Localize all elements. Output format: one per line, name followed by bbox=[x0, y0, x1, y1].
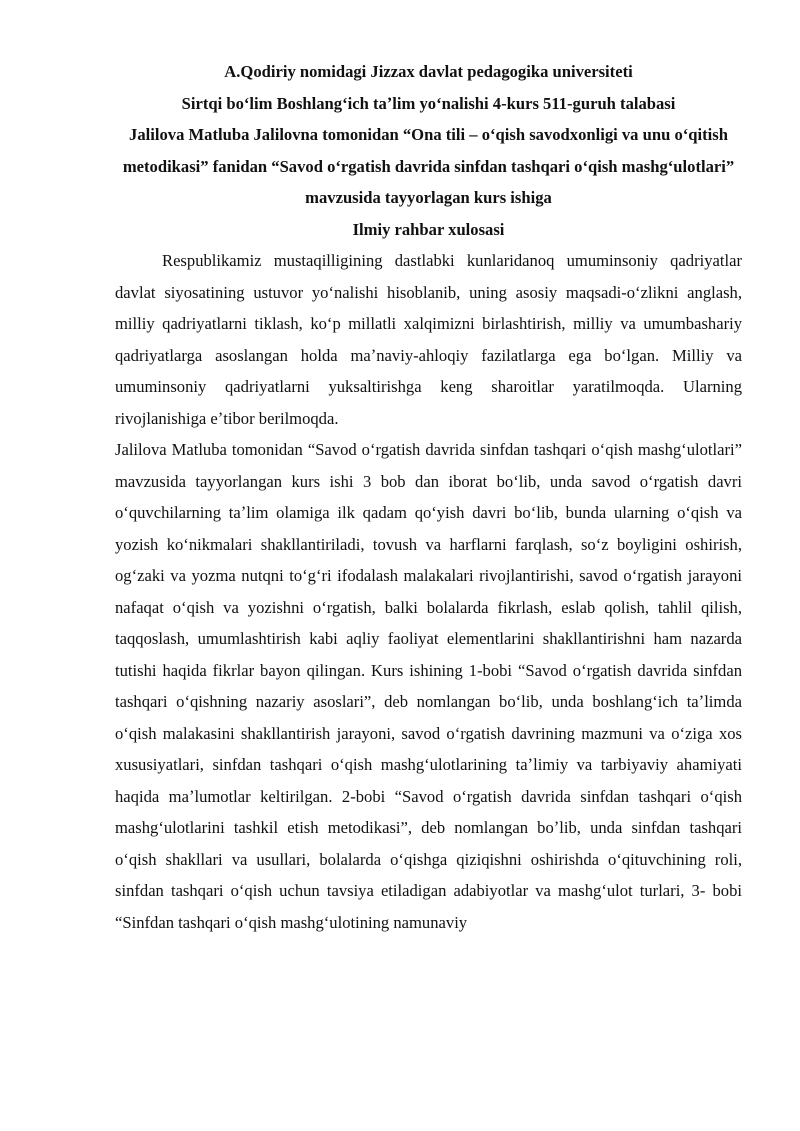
university-name: A.Qodiriy nomidagi Jizzax davlat pedagogika universiteti bbox=[224, 62, 633, 81]
review-title: Ilmiy rahbar xulosasi bbox=[352, 219, 505, 239]
document-heading bbox=[115, 56, 742, 245]
document-body bbox=[115, 245, 742, 938]
student-info: Sirtqi boʻlim Boshlangʻich taʼlim yoʻnalishi 4-kurs 511-guruh talabasi bbox=[181, 93, 676, 113]
body-paragraph-intro: Respublikamiz mustaqilligining dastlabki kunlaridanoq umuminsoniy qadriyatlar davlat siyosatining ustuvor yoʻnalishi hisoblanib, uning asosiy maqsadi-oʻzlikni anglash, milliy qadriyatlarni tiklash, koʻp millatli xalqimizni birlashtirish, milliy va umumbashariy qadriyatlarga asoslangan holda maʼnaviy-ahloqiy fazilatlarga ega boʻlgan. Milliy va umuminsoniy qadriyatlarni yuksaltirishga keng sharoitlar yaratilmoqda. Ularning rivojlanishiga eʼtibor berilmoqda. bbox=[115, 251, 742, 428]
course-work-title: Jalilova Matluba Jalilovna tomonidan “Ona tili – oʻqish savodxonligi va unu oʻqitish metodikasi” fanidan “Savod oʻrgatish davrida sinfdan tashqari oʻqish mashgʻulotlari” mavzusida tayyorlagan kurs ishiga bbox=[122, 125, 735, 207]
document-page bbox=[115, 56, 742, 938]
body-paragraph-review: Jalilova Matluba tomonidan “Savod oʻrgatish davrida sinfdan tashqari oʻqish mashgʻulotlari” mavzusida tayyorlangan kurs ishi 3 bob dan iborat boʻlib, unda savod oʻrgatish davri oʻquvchilarning taʼlim olamiga ilk qadam qoʻyish davri boʻlib, bunda ularning oʻqish va yozish koʻnikmalari shakllantiriladi, tovush va harflarni farqlash, soʻz boyligini oshirish, ogʻzaki va yozma nutqni toʻgʻri ifodalash malakalari rivojlantirishi, savod oʻrgatish jarayoni nafaqat oʻqish va yozishni oʻrgatish, balki bolalarda fikrlash, eslab qolish, tahlil qilish, taqqoslash, umumlashtirish kabi aqliy faoliyat elementlarini shakllantirishni ham nazarda tutishi haqida fikrlar bayon qilingan. Kurs ishining 1-bobi “Savod oʻrgatish davrida sinfdan tashqari oʻqishning nazariy asoslari”, deb nomlangan boʻlib, unda boshlangʻich taʼlimda oʻqish malakasini shakllantirish jarayoni, savod oʻrgatish davrining mazmuni va oʻziga xos xususiyatlari, sinfdan tashqari oʻqish mashgʻulotlarining taʼlimiy va tarbiyaviy ahamiyati haqida maʼlumotlar keltirilgan. 2-bobi “Savod oʻrgatish davrida sinfdan tashqari oʻqish mashgʻulotlarini tashkil etish metodikasi”, deb nomlangan boʼlib, unda sinfdan tashqari oʻqish shakllari va usullari, bolalarda oʻqishga qiziqishni oshirishda oʻqituvchining roli, sinfdan tashqari oʻqish uchun tavsiya etiladigan adabiyotlar va mashgʻulot turlari, 3- bobi “Sinfdan tashqari oʻqish mashgʻulotining namunaviy bbox=[115, 440, 742, 932]
